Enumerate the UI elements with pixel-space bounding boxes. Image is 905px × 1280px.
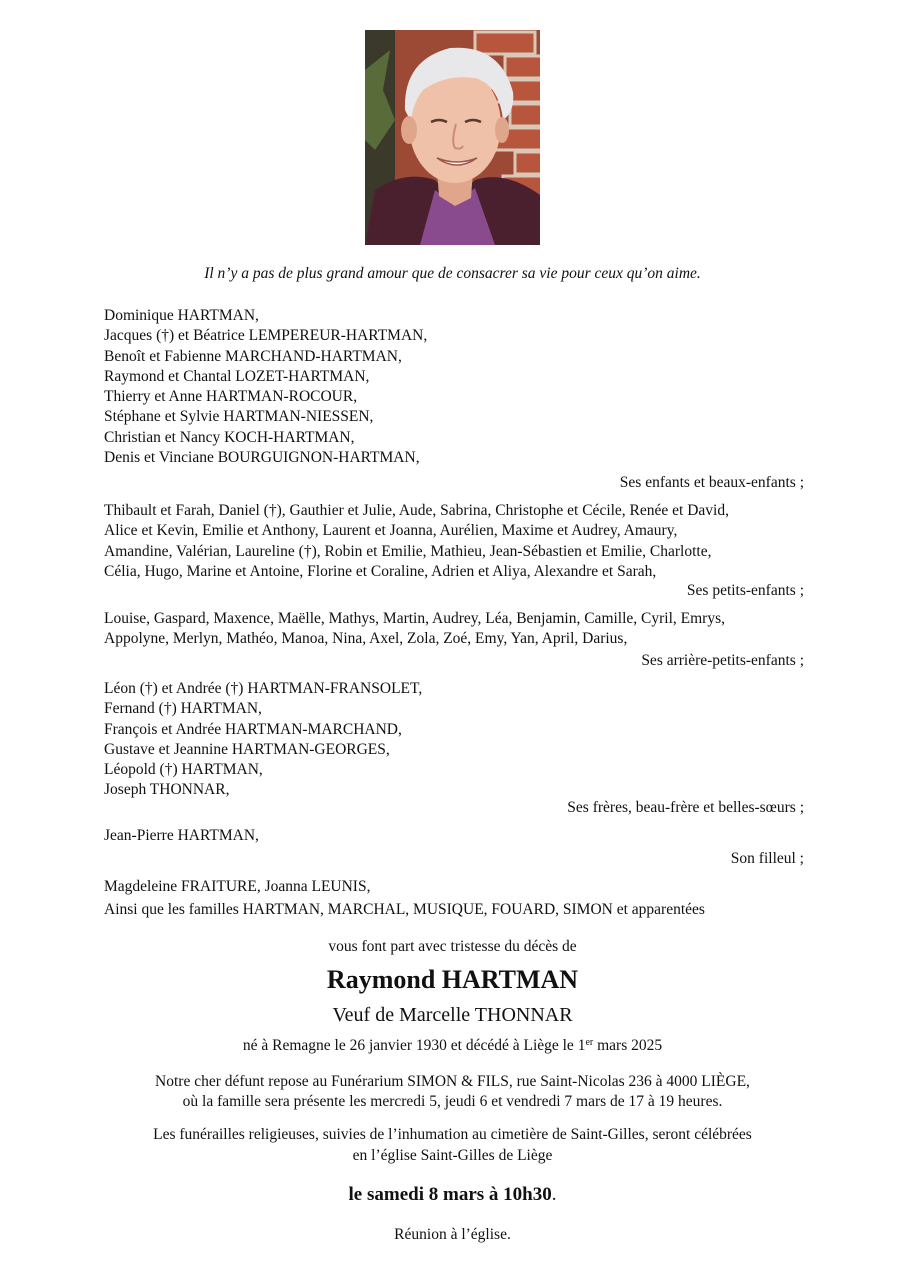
- list-item: Thierry et Anne HARTMAN-ROCOUR,: [104, 388, 358, 406]
- funeral-line-2: en l’église Saint-Gilles de Liège: [352, 1147, 553, 1164]
- quote: Il n’y a pas de plus grand amour que de consacrer sa vie pour ceux qu’on aime.: [204, 265, 701, 282]
- birth-death-text: né à Remagne le 26 janvier 1930 et décédé à Liège le 1: [242, 1037, 586, 1054]
- deceased-name: Raymond HARTMAN: [326, 965, 579, 994]
- others-list: [104, 877, 804, 921]
- rest-line-2: où la famille sera présente les mercredi 5, jeudi 6 et vendredi 7 mars de 17 à 19 heures.: [182, 1093, 723, 1110]
- funeral-line-1: Les funérailles religieuses, suivies de l’inhumation au cimetière de Saint-Gilles, seront célébrées: [153, 1126, 752, 1143]
- list-item: Célia, Hugo, Marine et Antoine, Florine et Coraline, Adrien et Aliya, Alexandre et Sarah,: [104, 562, 657, 580]
- list-item: Raymond et Chantal LOZET-HARTMAN,: [104, 367, 370, 385]
- list-item: Gustave et Jeannine HARTMAN-GEORGES,: [104, 740, 390, 758]
- list-item: Jacques (†) et Béatrice LEMPEREUR-HARTMAN,: [104, 327, 428, 345]
- children-list: [104, 306, 804, 468]
- list-item: Léon (†) et Andrée (†) HARTMAN-FRANSOLET,: [104, 680, 423, 697]
- grandchildren-label: Ses petits-enfants ;: [686, 582, 804, 599]
- list-item: Appolyne, Merlyn, Mathéo, Manoa, Nina, Axel, Zola, Zoé, Emy, Yan, April, Darius,: [104, 630, 628, 648]
- list-item: Denis et Vinciane BOURGUIGNON-HARTMAN,: [104, 449, 420, 467]
- reunion-line: Réunion à l’église.: [394, 1226, 511, 1243]
- siblings-label: Ses frères, beau-frère et belles-sœurs ;: [567, 799, 804, 816]
- widow-line: Veuf de Marcelle THONNAR: [332, 1004, 573, 1026]
- godson-label: Son filleul ;: [730, 850, 804, 867]
- list-item: Fernand (†) HARTMAN,: [104, 700, 262, 718]
- funeral-date-line: [0, 1183, 905, 1207]
- list-item: Joseph THONNAR,: [104, 781, 230, 799]
- funeral-date-punct: .: [551, 1184, 557, 1205]
- rest-line-1: Notre cher défunt repose au Funérarium SIMON & FILS, rue Saint-Nicolas 236 à 4000 LIÈGE,: [155, 1073, 750, 1090]
- list-item: Magdeleine FRAITURE, Joanna LEUNIS,: [104, 878, 371, 895]
- list-item: Thibault et Farah, Daniel (†), Gauthier et Julie, Aude, Sabrina, Christophe et Cécile, Renée et David,: [104, 502, 729, 519]
- list-item: Jean-Pierre HARTMAN,: [104, 827, 259, 844]
- godson-list: [104, 826, 804, 846]
- list-item: Dominique HARTMAN,: [104, 307, 259, 324]
- announcement: vous font part avec tristesse du décès de: [328, 938, 577, 955]
- birth-death-month: mars 2025: [593, 1037, 663, 1054]
- list-item: Alice et Kevin, Emilie et Anthony, Laurent et Joanna, Aurélien, Maxime et Audrey, Amaury,: [104, 522, 678, 540]
- ordinal-suffix: er: [585, 1037, 594, 1048]
- list-item: Louise, Gaspard, Maxence, Maëlle, Mathys, Martin, Audrey, Léa, Benjamin, Camille, Cyril, Emrys,: [104, 610, 725, 627]
- list-item: Benoît et Fabienne MARCHAND-HARTMAN,: [104, 347, 402, 365]
- children-label: Ses enfants et beaux-enfants ;: [619, 474, 804, 491]
- portrait-photo: [365, 30, 540, 245]
- siblings-list: [104, 679, 804, 801]
- list-item: François et Andrée HARTMAN-MARCHAND,: [104, 720, 402, 738]
- great-grandchildren-label: Ses arrière-petits-enfants ;: [641, 652, 804, 669]
- birth-death-line: [0, 1036, 905, 1056]
- list-item: Stéphane et Sylvie HARTMAN-NIESSEN,: [104, 408, 374, 426]
- list-item: Ainsi que les familles HARTMAN, MARCHAL, MUSIQUE, FOUARD, SIMON et apparentées: [104, 901, 705, 919]
- great-grandchildren-list: [104, 609, 804, 650]
- list-item: Christian et Nancy KOCH-HARTMAN,: [104, 428, 355, 446]
- grandchildren-list: [104, 501, 804, 582]
- funeral-date: le samedi 8 mars à 10h30: [348, 1184, 552, 1205]
- list-item: Amandine, Valérian, Laureline (†), Robin et Emilie, Mathieu, Jean-Sébastien et Emilie, Charlotte,: [104, 542, 712, 560]
- list-item: Léopold (†) HARTMAN,: [104, 761, 263, 779]
